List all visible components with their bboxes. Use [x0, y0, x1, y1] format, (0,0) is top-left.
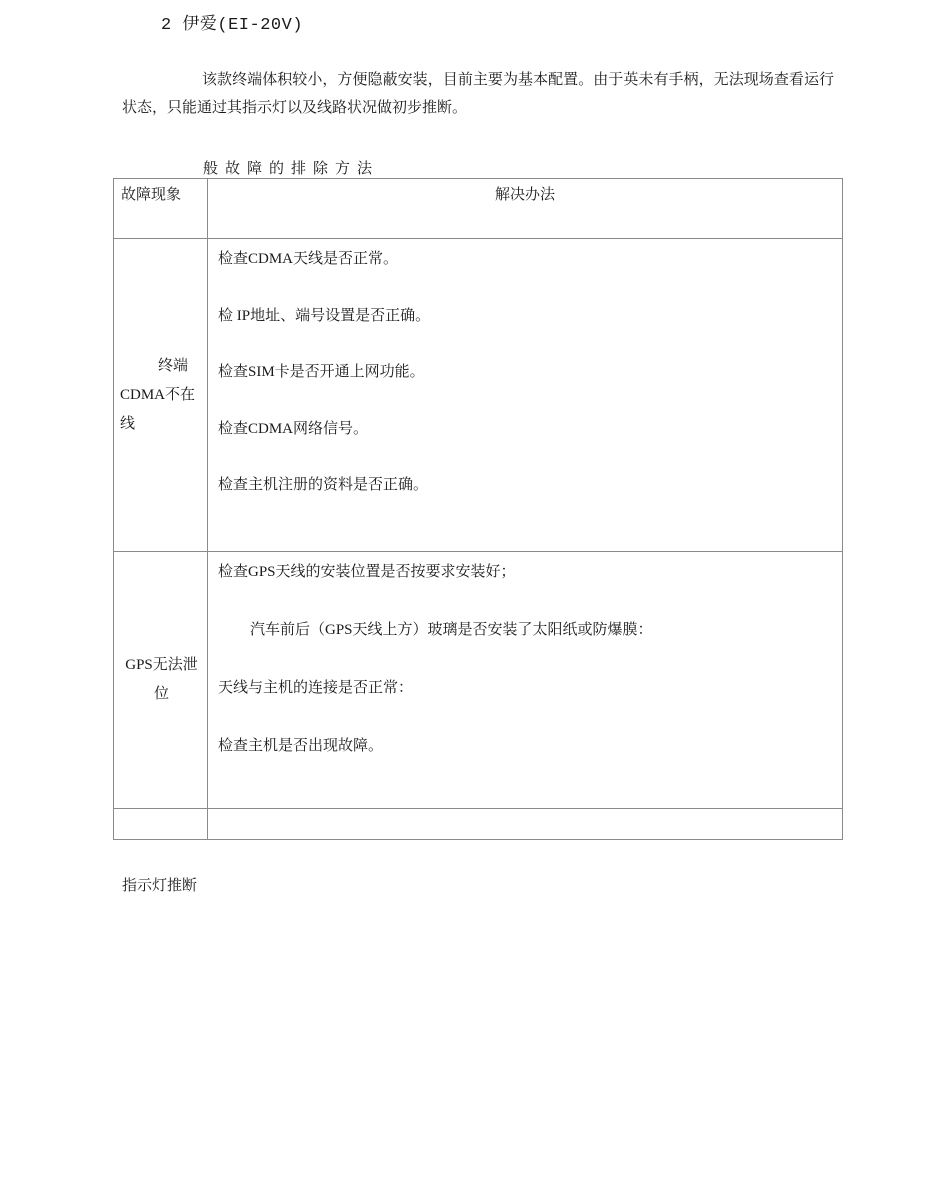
solution-item: 检 IP地址、端号设置是否正确。 — [218, 307, 431, 324]
header-symptom: 故障现象 — [114, 179, 208, 239]
solution-item: 检查CDMA天线是否正常。 — [218, 251, 399, 267]
intro-paragraph: 该款终端体积较小，方便隐蔽安装，目前主要为基本配置。由于英未有手柄，无法现场查看运行状态，只能通过其指示灯以及线路状况做初步推断。 — [122, 72, 834, 116]
solution-cell — [208, 552, 843, 809]
header-solution: 解决办法 — [208, 179, 843, 239]
solution-item: 检查CDMA网络信号。 — [218, 420, 369, 437]
solution-item: 检查GPS天线的安装位置是否按要求安装好； — [218, 564, 516, 580]
section-heading: 2 伊爱(EI-20V) — [161, 16, 304, 35]
table-caption: 般故障的排除方法 — [203, 161, 380, 177]
solution-item: 检查主机是否出现故障。 — [218, 738, 384, 754]
solution-item: 检查主机注册的资料是否正确。 — [218, 477, 429, 493]
symptom-cell: 终端CDMA不在线 — [114, 239, 208, 552]
symptom-cell: GPS无法泄位 — [114, 552, 208, 809]
troubleshooting-table — [113, 178, 843, 840]
empty-cell — [114, 809, 208, 840]
table-row-empty — [114, 809, 843, 840]
solution-cell — [208, 239, 843, 552]
empty-cell — [208, 809, 843, 840]
table-row — [114, 552, 843, 809]
table-header-row — [114, 179, 843, 239]
solution-item: 检查SIM卡是否开通上网功能。 — [218, 364, 425, 380]
solution-item: 天线与主机的连接是否正常： — [218, 680, 414, 696]
table-row — [114, 239, 843, 552]
solution-item: 汽车前后（GPS天线上方）玻璃是否安装了太阳纸或防爆膜： — [250, 622, 653, 638]
indicator-note: 指示灯推断 — [122, 878, 198, 894]
